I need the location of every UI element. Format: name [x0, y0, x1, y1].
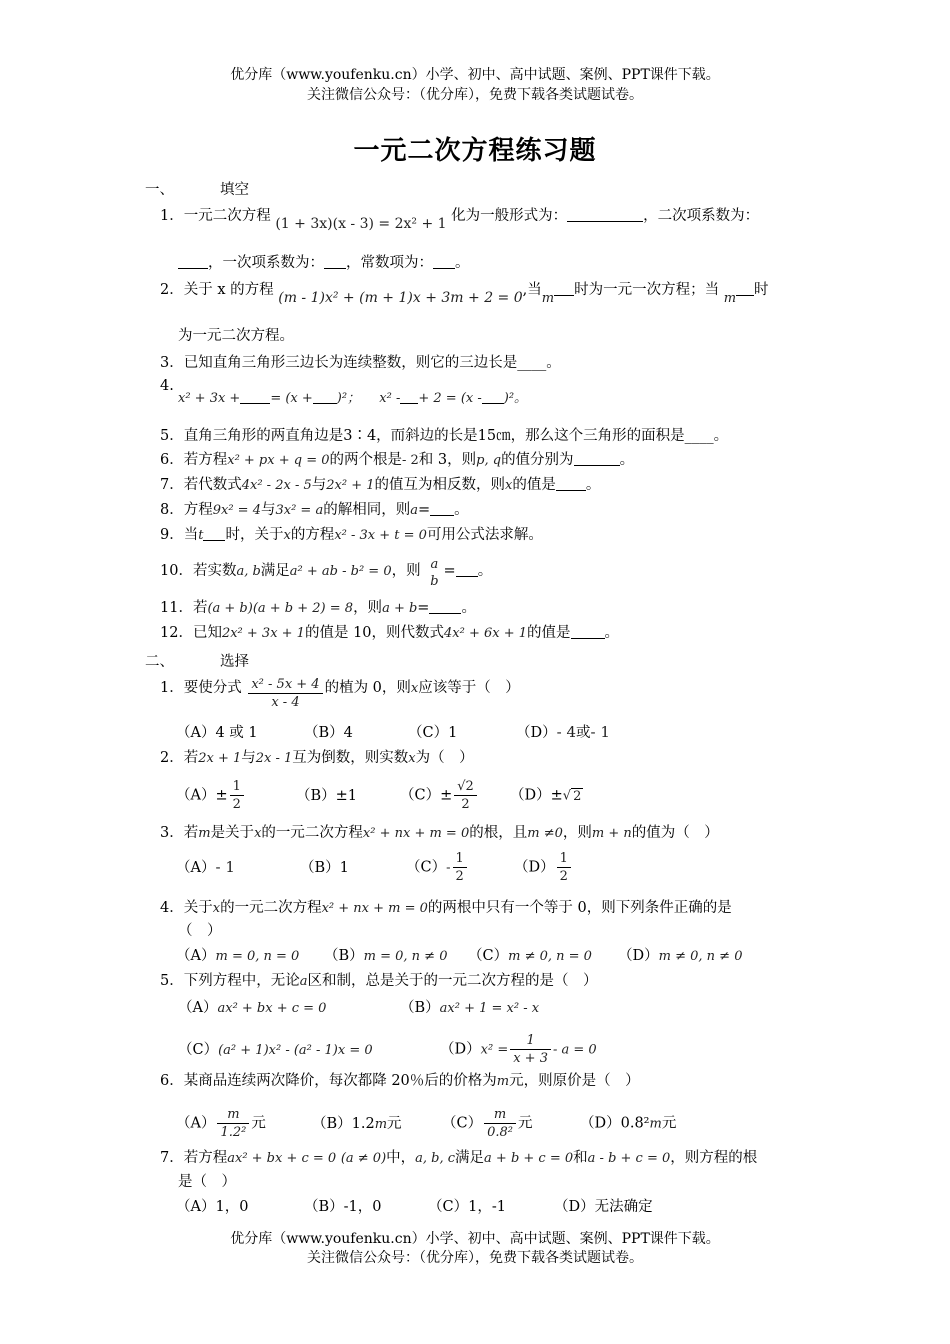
question-3: 3．已知直角三角形三边长为连续整数，则它的三边长是____。	[160, 355, 561, 371]
page-title: 一元二次方程练习题	[353, 136, 597, 166]
choice-2: 2．若2x + 1与2x - 1互为倒数，则实数x为（ ）	[160, 750, 474, 766]
footer-line-1: 优分库（www.youfenku.cn）小学、初中、高中试题、案例、PPT课件下载。	[230, 1231, 720, 1247]
question-7: 7．若代数式4x² - 2x - 5与2x² + 1的值互为相反数，则x的值是 。	[160, 477, 601, 493]
header-line-1: 优分库（www.youfenku.cn）小学、初中、高中试题、案例、PPT课件下载。	[230, 67, 720, 83]
choice-6: 6．某商品连续两次降价，每次都降 20％后的价格为m元，则原价是（ ）	[160, 1073, 640, 1089]
choice-7-options: （A）1，0 （B）-1，0 （C）1，-1 （D）无法确定	[176, 1199, 653, 1215]
question-4: 4.	[160, 378, 174, 394]
question-9: 9．当t 时，关于x的方程x² - 3x + t = 0可用公式法求解。	[160, 527, 543, 543]
choice-2-options: （A）± $\frac{1}{2}$ （B）±1 （C）± $\frac{√2}{2}$ （D）±√ 2	[176, 779, 582, 812]
choice-3: 3．若m是关于x的一元二次方程x² + nx + m = 0的根，且m ≠0，则m + n的值为（ ）	[160, 825, 719, 841]
choice-4-options: （A）m = 0, n = 0 （B）m = 0, n ≠ 0 （C）m ≠ 0, n = 0 （D）m ≠ 0, n ≠ 0	[176, 948, 743, 964]
choice-1-options: （A）4 或 1 （B）4 （C）1 （D）- 4或- 1	[176, 723, 610, 741]
question-11: 11．若(a + b)(a + b + 2) = 8，则a + b= 。	[160, 600, 476, 616]
header-line-2: 关注微信公众号：（优分库），免费下载各类试题试卷。	[307, 87, 643, 103]
choice-1: 1．要使分式 $\frac{\text{x² - 5x + 4}}{x - 4}$ 的植为 0，则x应该等于（ ）	[160, 677, 520, 710]
question-1: 1．一元二次方程 (1 + 3x)(x - 3) = 2x² + 1 化为一般形式为： ，二次项系数为：	[160, 208, 760, 232]
choice-7-cont: 是（ ）	[178, 1174, 236, 1190]
choice-5: 5．下列方程中，无论a区和制，总是关于的一元二次方程的是（ ）	[160, 973, 598, 989]
choice-7: 7．若方程ax² + bx + c = 0 (a ≠ 0)中，a, b, c满足a + b + c = 0和a - b + c = 0，则方程的根	[160, 1150, 758, 1166]
choice-6-options: （A） $\frac{m}{\text{1.2²}}$ 元 （B）1.2m元 （C） $\frac{m}{\text{0.8²}}$ 元 （D）0.8²m元	[176, 1107, 677, 1140]
question-10: 10．若实数a, b满足a² + ab - b² = 0，则 a b = 。	[160, 557, 493, 589]
question-2-cont: 为一元二次方程。	[178, 328, 294, 344]
choice-5-options-cd: （C）(a² + 1)x² - (a² - 1)x = 0 （D）x² = $\frac{1}{x + 3}$ - a = 0	[178, 1033, 597, 1066]
choice-5-options-ab: （A）ax² + bx + c = 0 （B）ax² + 1 = x² - x	[178, 1000, 540, 1016]
choice-3-options: （A）- 1 （B）1 （C）- $\frac{1}{2}$ （D） $\frac{1}{2}$	[176, 850, 573, 885]
question-1-cont: ，一次项系数为： ，常数项为： 。	[178, 253, 470, 273]
section-choice: 二、 选择	[145, 654, 249, 670]
choice-4-cont: （ ）	[178, 923, 222, 939]
section-fill-in: 一、 填空	[145, 182, 249, 198]
question-6: 6．若方程x² + px + q = 0的两个根是- 2和 3，则p, q的值分别为 。	[160, 452, 635, 468]
question-12: 12．已知2x² + 3x + 1的值是 10，则代数式4x² + 6x + 1的值是 。	[160, 625, 620, 641]
question-8: 8．方程9x² = 4与3x² = a的解相同，则a= 。	[160, 502, 469, 518]
footer-line-2: 关注微信公众号：（优分库），免费下载各类试题试卷。	[307, 1250, 643, 1266]
choice-4: 4．关于x的一元二次方程x² + nx + m = 0的两根中只有一个等于 0，则下列条件正确的是	[160, 900, 732, 916]
question-2: 2．关于 x 的方程 (m - 1)x² + (m + 1)x + 3m + 2 = 0,当m时为一元一次方程；当 m时	[160, 282, 769, 306]
question-4-expr: x² + 3x + = (x + )²； x² - + 2 = (x - )²。	[178, 391, 528, 406]
question-5: 5．直角三角形的两直角边是3∶4，而斜边的长是15㎝，那么这个三角形的面积是____。	[160, 428, 729, 444]
